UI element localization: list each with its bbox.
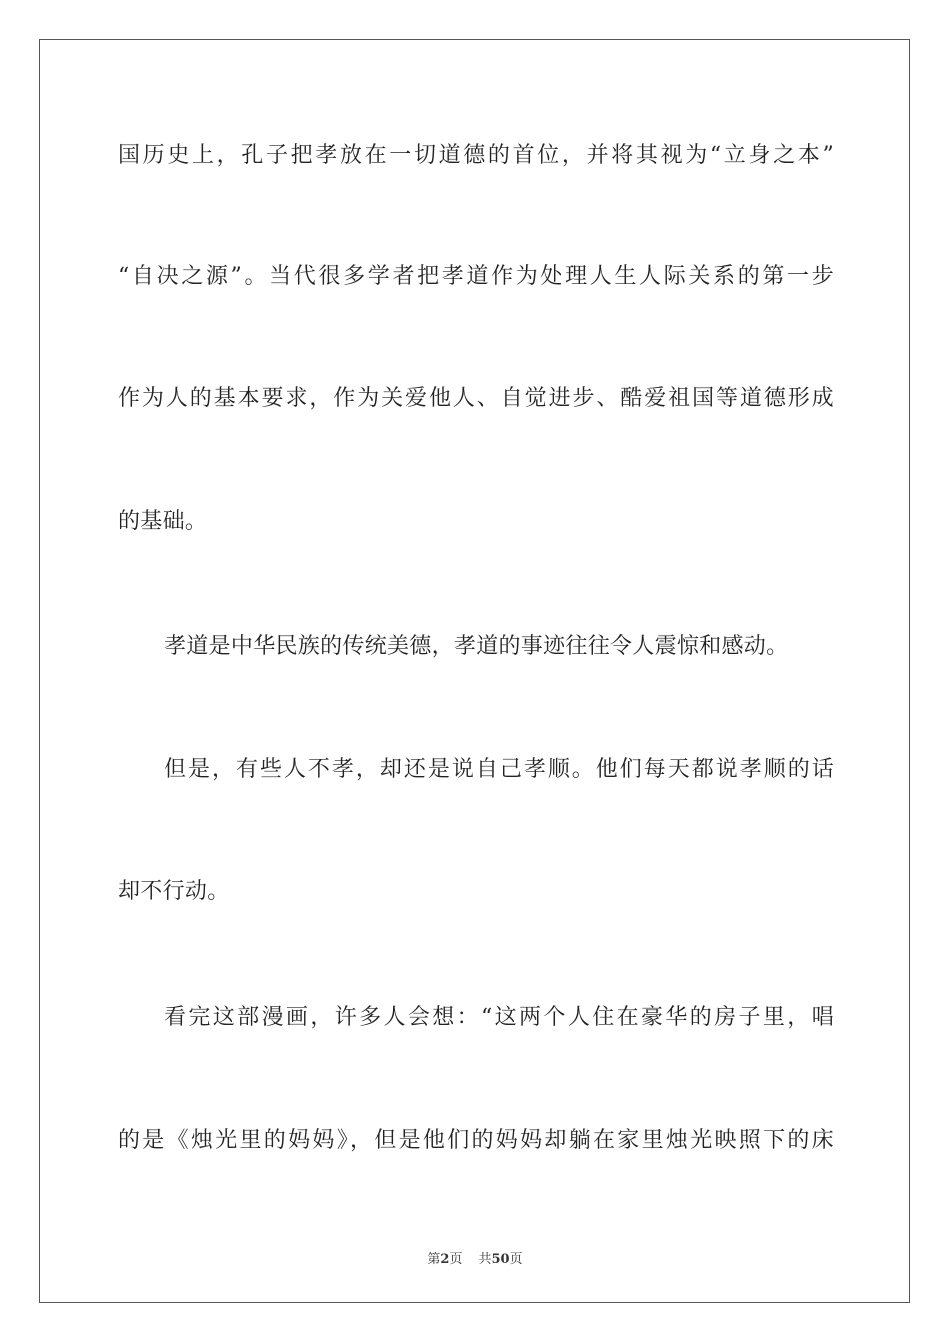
page-frame	[39, 39, 910, 1303]
paragraph-first-line: 但是，有些人不孝，却还是说自己孝顺。他们每天都说孝顺的话	[164, 757, 834, 782]
page-footer	[0, 1248, 950, 1267]
text-line: “自决之源”。当代很多学者把孝道作为处理人生人际关系的第一步	[118, 264, 834, 289]
text-line: 的是《烛光里的妈妈》，但是他们的妈妈却躺在家里烛光映照下的床	[118, 1128, 834, 1153]
text-line: 国历史上，孔子把孝放在一切道德的首位，并将其视为“立身之本”	[118, 143, 834, 168]
total-pages: 50	[491, 1252, 510, 1267]
text-line: 却不行动。	[118, 879, 230, 904]
total-prefix: 共	[478, 1252, 492, 1267]
page-prefix: 第	[427, 1252, 441, 1267]
page-number: 2	[440, 1252, 450, 1267]
text-line: 作为人的基本要求，作为关爱他人、自觉进步、酷爱祖国等道德形成	[118, 386, 834, 411]
paragraph-first-line: 看完这部漫画，许多人会想：“这两个人住在豪华的房子里，唱	[164, 1005, 834, 1030]
text-line: 的基础。	[118, 509, 208, 534]
total-suffix: 页	[509, 1252, 523, 1267]
page-suffix: 页	[449, 1252, 463, 1267]
paragraph-first-line: 孝道是中华民族的传统美德，孝道的事迹往往令人震惊和感动。	[164, 634, 789, 659]
